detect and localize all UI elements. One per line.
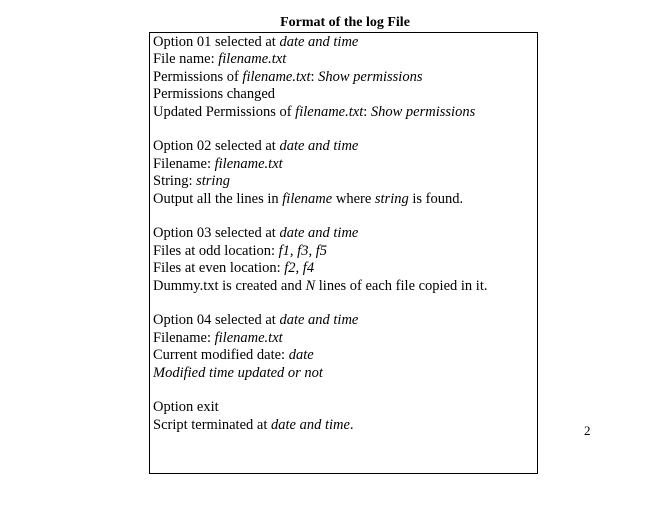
- literal-text: Filename:: [153, 155, 215, 172]
- log-line: [153, 156, 537, 173]
- log-entry-block: [153, 399, 537, 434]
- log-entry-block: [153, 34, 537, 121]
- log-line: [153, 86, 537, 103]
- literal-text: Option exit: [153, 399, 219, 416]
- log-line: [153, 104, 537, 121]
- log-line: [153, 69, 537, 86]
- log-line: [153, 417, 537, 434]
- placeholder-text: date and time: [279, 225, 359, 242]
- placeholder-text: string: [196, 173, 230, 190]
- placeholder-text: filename.txt: [214, 329, 283, 346]
- literal-text: .: [349, 416, 354, 433]
- log-line: [153, 51, 537, 68]
- log-line: [153, 243, 537, 260]
- placeholder-text: date and time: [279, 312, 359, 329]
- page-title: Format of the log File: [280, 15, 410, 30]
- placeholder-text: f1, f3, f5: [278, 242, 327, 259]
- placeholder-text: filename.txt: [218, 51, 287, 68]
- literal-text: Script terminated at: [153, 416, 271, 433]
- log-line: [153, 173, 537, 190]
- log-line: [153, 138, 537, 155]
- literal-text: Option 04 selected at: [153, 312, 280, 329]
- literal-text: Option 03 selected at: [153, 225, 280, 242]
- literal-text: Output all the lines in: [153, 190, 283, 207]
- literal-text: Files at even location:: [153, 260, 285, 277]
- literal-text: Filename:: [153, 329, 215, 346]
- log-line: [153, 312, 537, 329]
- placeholder-text: Show permissions: [370, 103, 476, 120]
- literal-text: Dummy.txt is created and: [153, 277, 306, 294]
- literal-text: Current modified date:: [153, 347, 289, 364]
- log-line: [153, 330, 537, 347]
- placeholder-text: filename: [282, 190, 333, 207]
- log-line: [153, 34, 537, 51]
- placeholder-text: date and time: [279, 138, 359, 155]
- log-format-box: [149, 32, 538, 474]
- log-entry-block: [153, 138, 537, 208]
- log-line: [153, 365, 537, 382]
- literal-text: is found.: [408, 190, 464, 207]
- placeholder-text: date and time: [270, 416, 350, 433]
- literal-text: :: [310, 68, 319, 85]
- placeholder-text: filename.txt: [242, 68, 311, 85]
- placeholder-text: date and time: [279, 34, 359, 50]
- log-line: [153, 347, 537, 364]
- placeholder-text: string: [374, 190, 409, 207]
- log-entry-block: [153, 312, 537, 382]
- literal-text: Option 02 selected at: [153, 138, 280, 155]
- literal-text: String:: [153, 173, 197, 190]
- log-line: [153, 260, 537, 277]
- literal-text: Files at odd location:: [153, 242, 279, 259]
- literal-text: :: [363, 103, 371, 120]
- literal-text: where: [332, 190, 375, 207]
- log-line: [153, 191, 537, 208]
- literal-text: Option 01 selected at: [153, 34, 280, 50]
- literal-text: lines of each file copied in it.: [315, 277, 488, 294]
- placeholder-text: filename.txt: [295, 103, 364, 120]
- literal-text: Updated Permissions of: [153, 103, 296, 120]
- placeholder-text: date: [288, 347, 314, 364]
- placeholder-text: f2, f4: [284, 260, 315, 277]
- placeholder-text: N: [305, 277, 316, 294]
- log-line: [153, 399, 537, 416]
- log-line: [153, 278, 537, 295]
- placeholder-text: Show permissions: [318, 68, 423, 85]
- page-number: 2: [584, 423, 591, 438]
- literal-text: File name:: [153, 51, 219, 68]
- placeholder-text: Modified time updated or not: [153, 364, 323, 381]
- literal-text: Permissions of: [153, 68, 243, 85]
- log-entry-block: [153, 225, 537, 295]
- literal-text: Permissions changed: [153, 86, 276, 103]
- log-line: [153, 225, 537, 242]
- placeholder-text: filename.txt: [214, 155, 283, 172]
